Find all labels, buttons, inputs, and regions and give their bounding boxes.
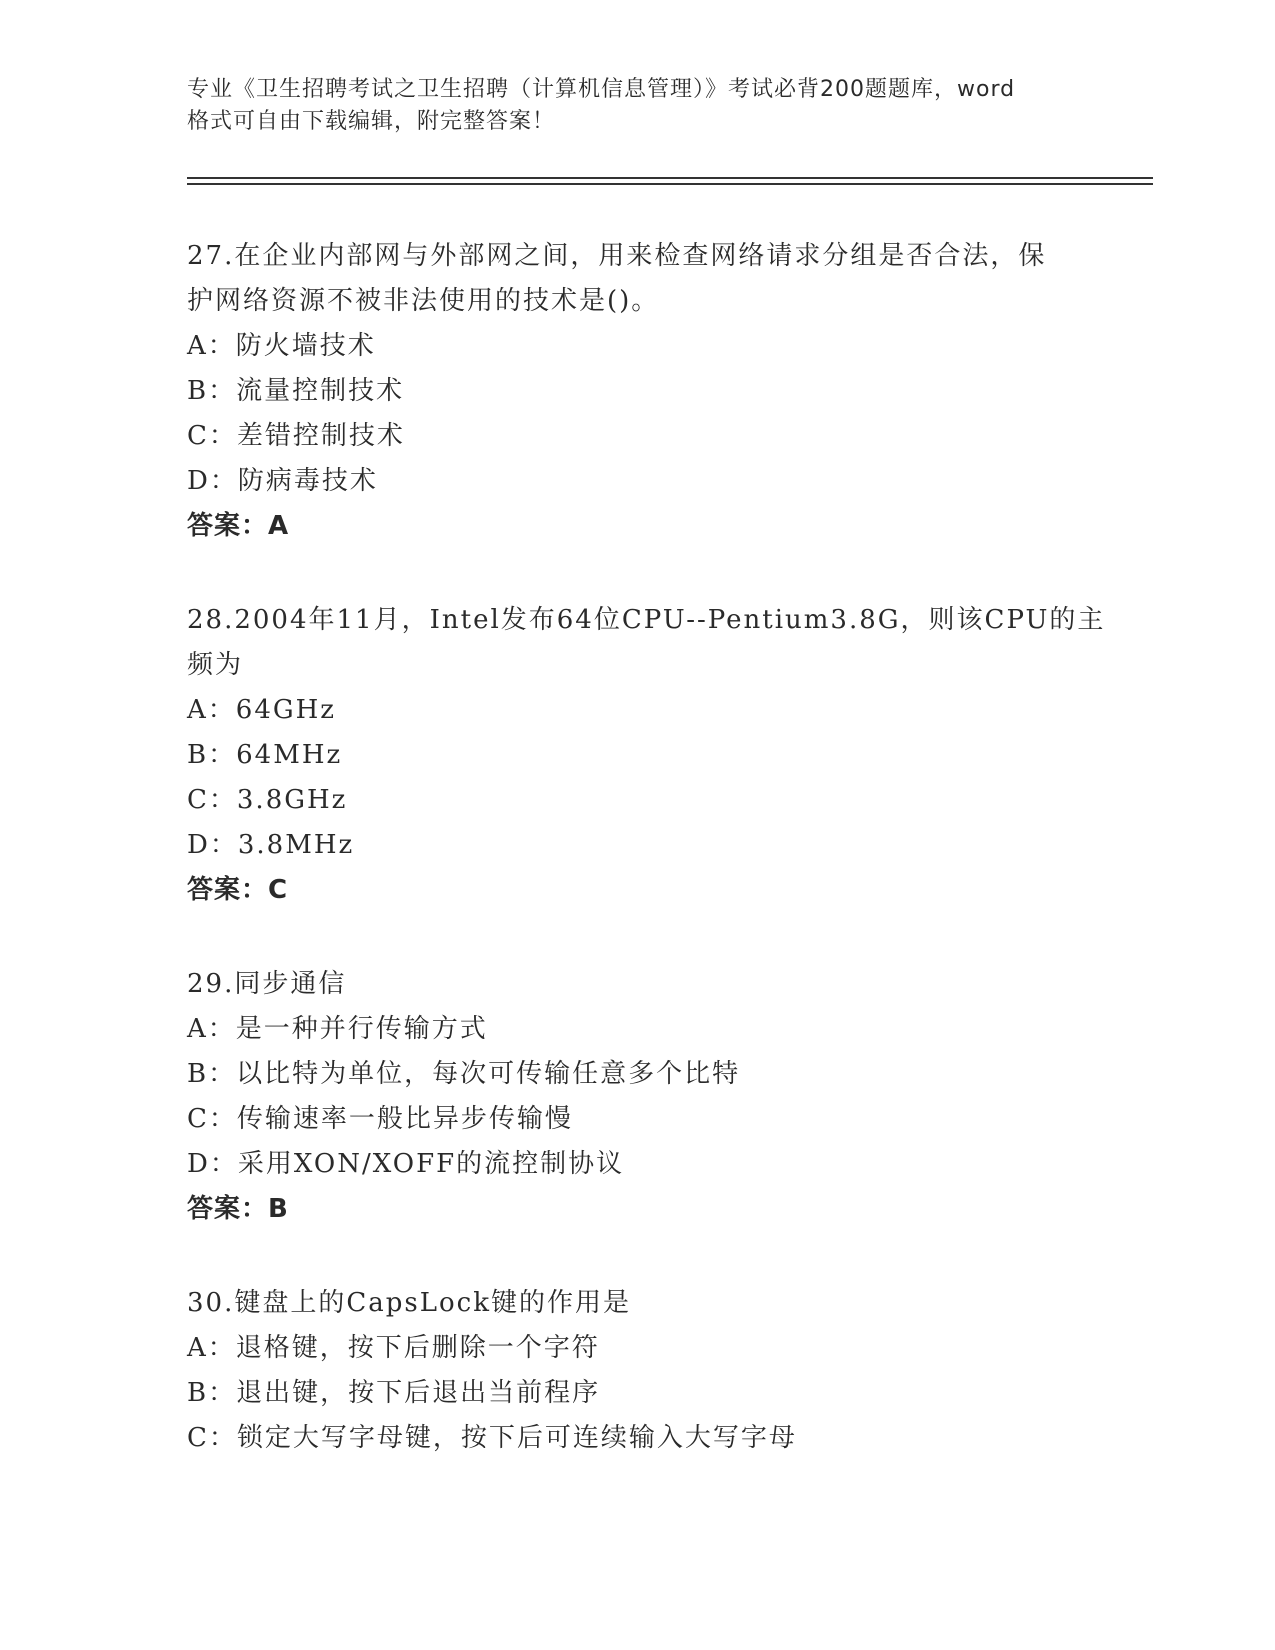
question-30: [187, 1281, 1087, 1461]
option-c: C：3.8GHz: [187, 785, 348, 815]
question-stem-continued: 护网络资源不被非法使用的技术是()。: [187, 286, 660, 316]
header-line-1: 专业《卫生招聘考试之卫生招聘（计算机信息管理）》考试必背200题题库，word: [187, 77, 1016, 102]
answer: 答案：C: [187, 875, 289, 905]
option-b: B：退出键，按下后退出当前程序: [187, 1378, 601, 1408]
option-b: B：以比特为单位，每次可传输任意多个比特: [187, 1059, 741, 1089]
header-divider-bottom: [187, 183, 1153, 185]
header-divider-top: [187, 177, 1153, 179]
document-header: [187, 74, 1087, 138]
question-28: [187, 598, 1106, 913]
option-c: C：传输速率一般比异步传输慢: [187, 1104, 573, 1134]
option-a: A：是一种并行传输方式: [187, 1014, 488, 1044]
option-c: C：差错控制技术: [187, 421, 405, 451]
question-stem: 28.2004年11月，Intel发布64位CPU--Pentium3.8G，则该CPU的主: [187, 605, 1106, 635]
option-c: C：锁定大写字母键，按下后可连续输入大写字母: [187, 1423, 797, 1453]
option-b: B：64MHz: [187, 740, 343, 770]
header-line-2: 格式可自由下载编辑，附完整答案！: [187, 109, 556, 134]
option-a: A：退格键，按下后删除一个字符: [187, 1333, 600, 1363]
option-d: D：3.8MHz: [187, 830, 355, 860]
question-stem: 29.同步通信: [187, 969, 347, 999]
option-d: D：采用XON/XOFF的流控制协议: [187, 1149, 625, 1179]
option-a: A：64GHz: [187, 695, 337, 725]
question-stem: 27.在企业内部网与外部网之间，用来检查网络请求分组是否合法，保: [187, 241, 1047, 271]
option-a: A：防火墙技术: [187, 331, 376, 361]
question-stem-continued: 频为: [187, 650, 244, 680]
option-d: D：防病毒技术: [187, 466, 378, 496]
question-27: [187, 234, 1087, 549]
answer: 答案：B: [187, 1194, 289, 1224]
option-b: B：流量控制技术: [187, 376, 405, 406]
answer: 答案：A: [187, 511, 290, 541]
question-stem: 30.键盘上的CapsLock键的作用是: [187, 1288, 631, 1318]
question-29: [187, 962, 1087, 1232]
